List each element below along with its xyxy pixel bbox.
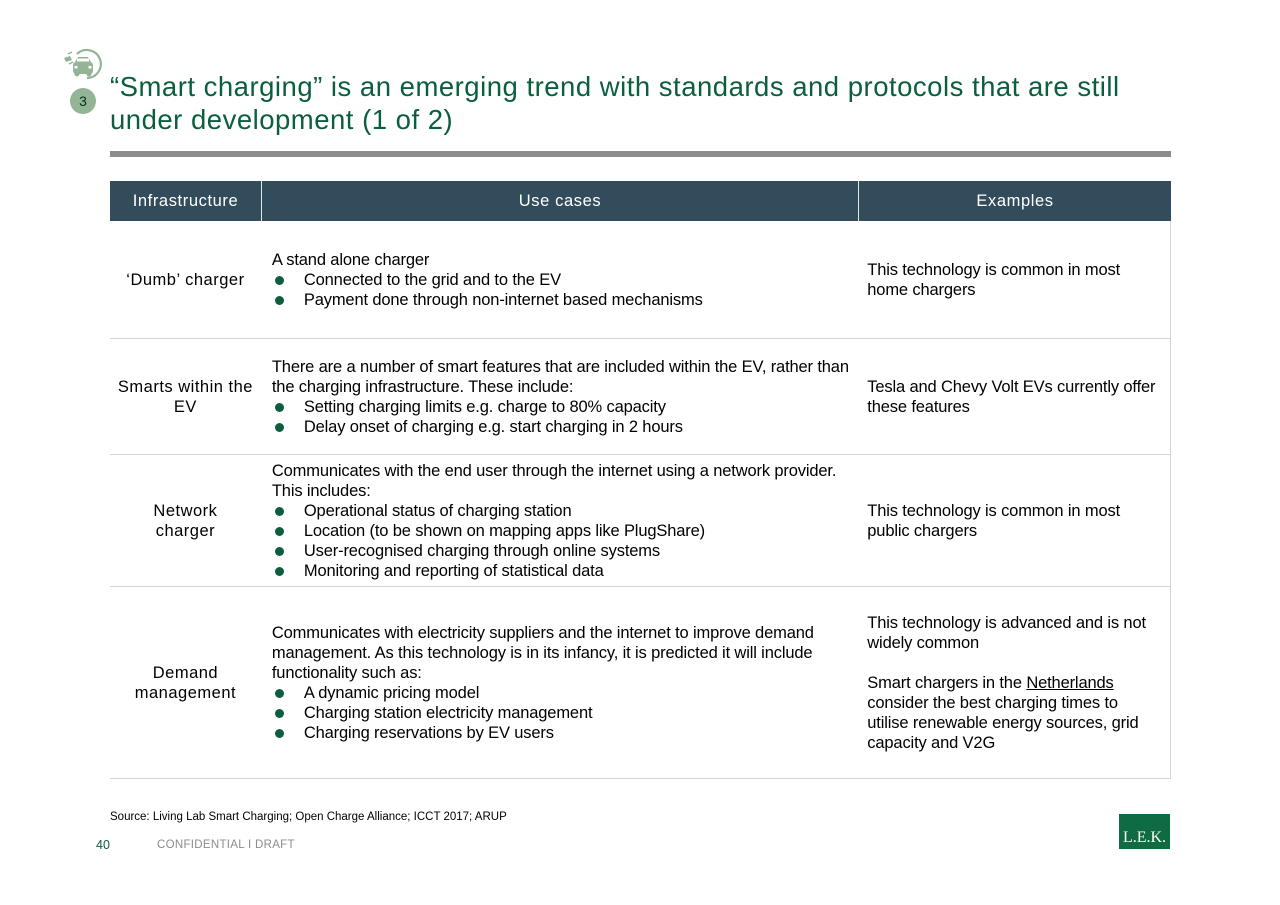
table-row [110,339,1171,455]
examples-cell: This technology is common in most home chargers [867,260,1121,299]
table-header [110,181,1171,221]
title-divider [110,151,1171,157]
smart-charging-table [110,181,1171,779]
netherlands-link[interactable]: Netherlands [1026,673,1114,692]
page-number: 40 [96,838,110,852]
list-item: Connected to the grid and to the EV [272,270,857,290]
table-row [110,455,1171,587]
slide-title: “Smart charging” is an emerging trend with standards and protocols that are still under development (1 of 2) [110,71,1120,135]
lek-logo: L.E.K. [1119,814,1170,849]
confidential-label: CONFIDENTIAL I DRAFT [157,839,295,851]
list-item: Delay onset of charging e.g. start charging in 2 hours [272,417,857,437]
use-cases-cell: Communicates with electricity suppliers and the internet to improve demand management. As this technology is in its infancy, it is predicted it will include functionality such as: A dynamic pricing model Charging station electricity management Charging reservations by EV users [261,587,857,778]
list-item: Location (to be shown on mapping apps like PlugShare) [272,521,857,541]
use-cases-cell: A stand alone charger Connected to the grid and to the EV Payment done through non-internet based mechanisms [261,221,857,338]
section-number-badge: 3 [70,88,96,114]
list-item: Setting charging limits e.g. charge to 80% capacity [272,397,857,417]
list-item: Operational status of charging station [272,501,857,521]
source-note: Source: Living Lab Smart Charging; Open Charge Alliance; ICCT 2017; ARUP [110,811,507,823]
list-item: Monitoring and reporting of statistical data [272,561,857,581]
header-examples: Examples [858,181,1171,221]
header-infrastructure: Infrastructure [132,191,239,210]
list-item: Charging reservations by EV users [272,723,857,743]
list-item: User-recognised charging through online systems [272,541,857,561]
use-case-list [272,683,857,743]
list-item: Payment done through non-internet based mechanisms [272,290,857,310]
infrastructure-cell: Network charger [153,501,218,540]
infrastructure-cell: Smarts within the EV [117,377,253,416]
use-cases-cell: There are a number of smart features that are included within the EV, rather than the charging infrastructure. These include: Setting charging limits e.g. charge to 80% capacity Delay onset of charging e.g. start charging in 2 hours [261,339,857,454]
use-case-list [272,270,857,310]
table-row [110,587,1171,779]
list-item: A dynamic pricing model [272,683,857,703]
table-row [110,221,1171,339]
use-case-list [272,397,857,437]
examples-cell: This technology is advanced and is not widely common Smart chargers in the Netherlands consider the best charging times to utilise renewable energy sources, grid capacity and V2G [857,587,1170,778]
examples-cell: This technology is common in most public chargers [867,501,1121,540]
electric-car-charging-icon [63,48,103,82]
example-netherlands-text: Smart chargers in the Netherlands consider the best charging times to utilise renewable energy sources, grid capacity and V2G [867,673,1139,752]
use-cases-cell: Communicates with the end user through the internet using a network provider. This includes: Operational status of charging station Location (to be shown on mapping apps like PlugShare) User-recognised charging through online systems Monitoring and reporting of statistical data [261,455,857,586]
examples-cell: Tesla and Chevy Volt EVs currently offer these features [867,377,1156,416]
infrastructure-cell: ‘Dumb’ charger [126,270,245,289]
list-item: Charging station electricity management [272,703,857,723]
header-use-cases: Use cases [261,181,858,221]
use-case-list [272,501,857,581]
infrastructure-cell: Demand management [134,663,237,702]
